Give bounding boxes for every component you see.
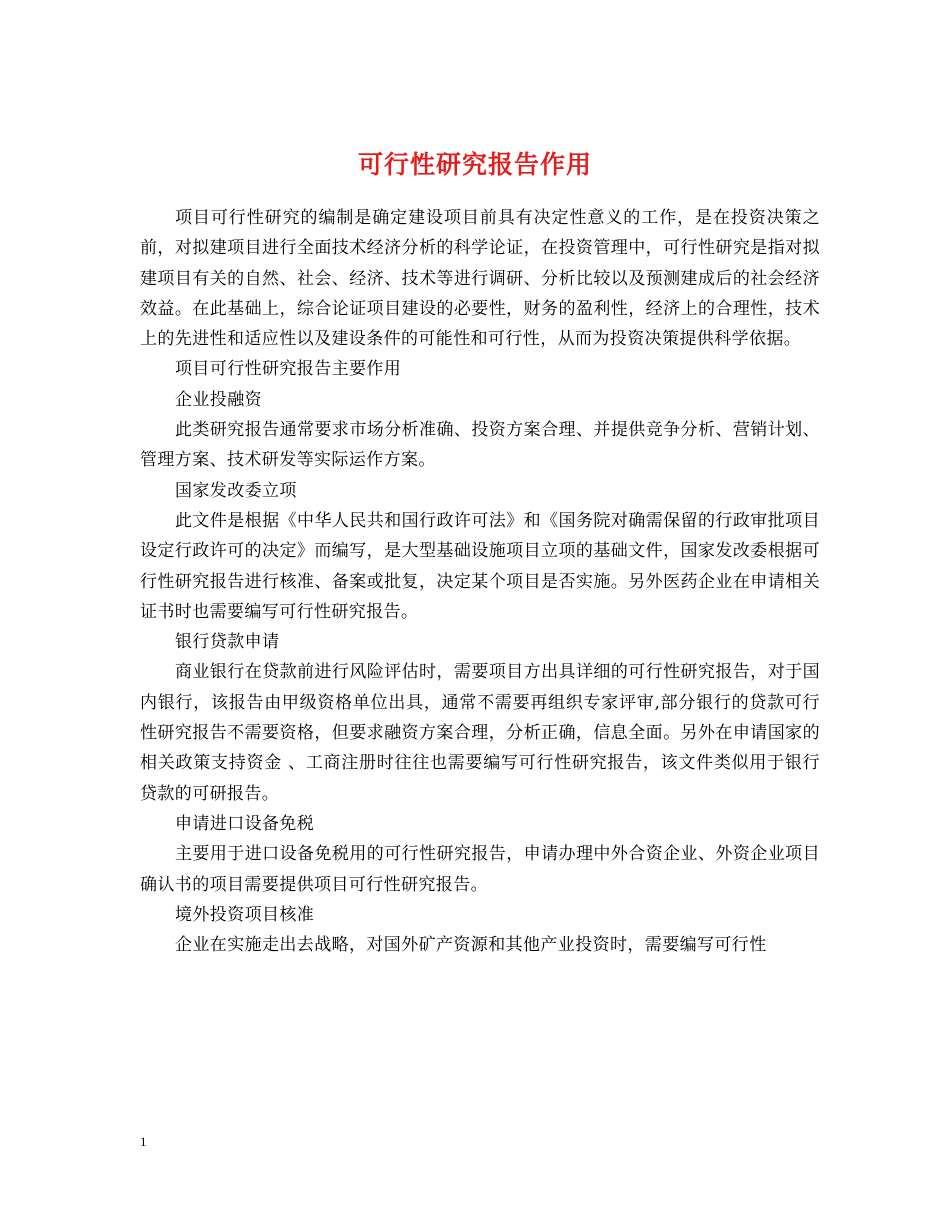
page-number: 1 [140,1134,147,1149]
heading-main-functions: 项目可行性研究报告主要作用 [175,359,402,380]
heading-bank-loan: 银行贷款申请 [175,632,280,653]
document-body [140,203,820,960]
paragraph-enterprise-financing: 此类研究报告通常要求市场分析准确、投资方案合理、并提供竞争分析、营销计划、管理方案、技术研发等实际运作方案。 [140,420,820,471]
paragraph-bank-loan: 商业银行在贷款前进行风险评估时，需要项目方出具详细的可行性研究报告，对于国内银行，该报告由甲级资格单位出具，通常不需要再组织专家评审,部分银行的贷款可行性研究报告不需要资格，但要求融资方案合理，分析正确，信息全面。另外在申请国家的相关政策支持资金 、工商注册时往往也需要编写可行性研究报告，该文件类似用于银行贷款的可研报告。 [140,662,820,804]
heading-ndrc-approval: 国家发改委立项 [175,480,297,501]
heading-import-tax-exemption: 申请进口设备免税 [175,813,315,834]
paragraph-overseas-investment: 企业在实施走出去战略，对国外矿产资源和其他产业投资时，需要编写可行性 [175,935,767,956]
page-title: 可行性研究报告作用 [357,149,592,179]
paragraph-intro: 项目可行性研究的编制是确定建设项目前具有决定性意义的工作，是在投资决策之前，对拟建项目进行全面技术经济分析的科学论证，在投资管理中，可行性研究是指对拟建项目有关的自然、社会、经济、技术等进行调研、分析比较以及预测建成后的社会经济效益。在此基础上，综合论证项目建设的必要性，财务的盈利性，经济上的合理性，技术上的先进性和适应性以及建设条件的可能性和可行性，从而为投资决策提供科学依据。 [140,208,820,350]
paragraph-import-tax-exemption: 主要用于进口设备免税用的可行性研究报告，申请办理中外合资企业、外资企业项目确认书的项目需要提供项目可行性研究报告。 [140,844,820,895]
heading-overseas-investment: 境外投资项目核准 [175,904,315,925]
paragraph-ndrc-approval: 此文件是根据《中华人民共和国行政许可法》和《国务院对确需保留的行政审批项目设定行政许可的决定》而编写，是大型基础设施项目立项的基础文件，国家发改委根据可行性研究报告进行核准、备案或批复，决定某个项目是否实施。另外医药企业在申请相关证书时也需要编写可行性研究报告。 [140,510,820,622]
heading-enterprise-financing: 企业投融资 [175,389,262,410]
